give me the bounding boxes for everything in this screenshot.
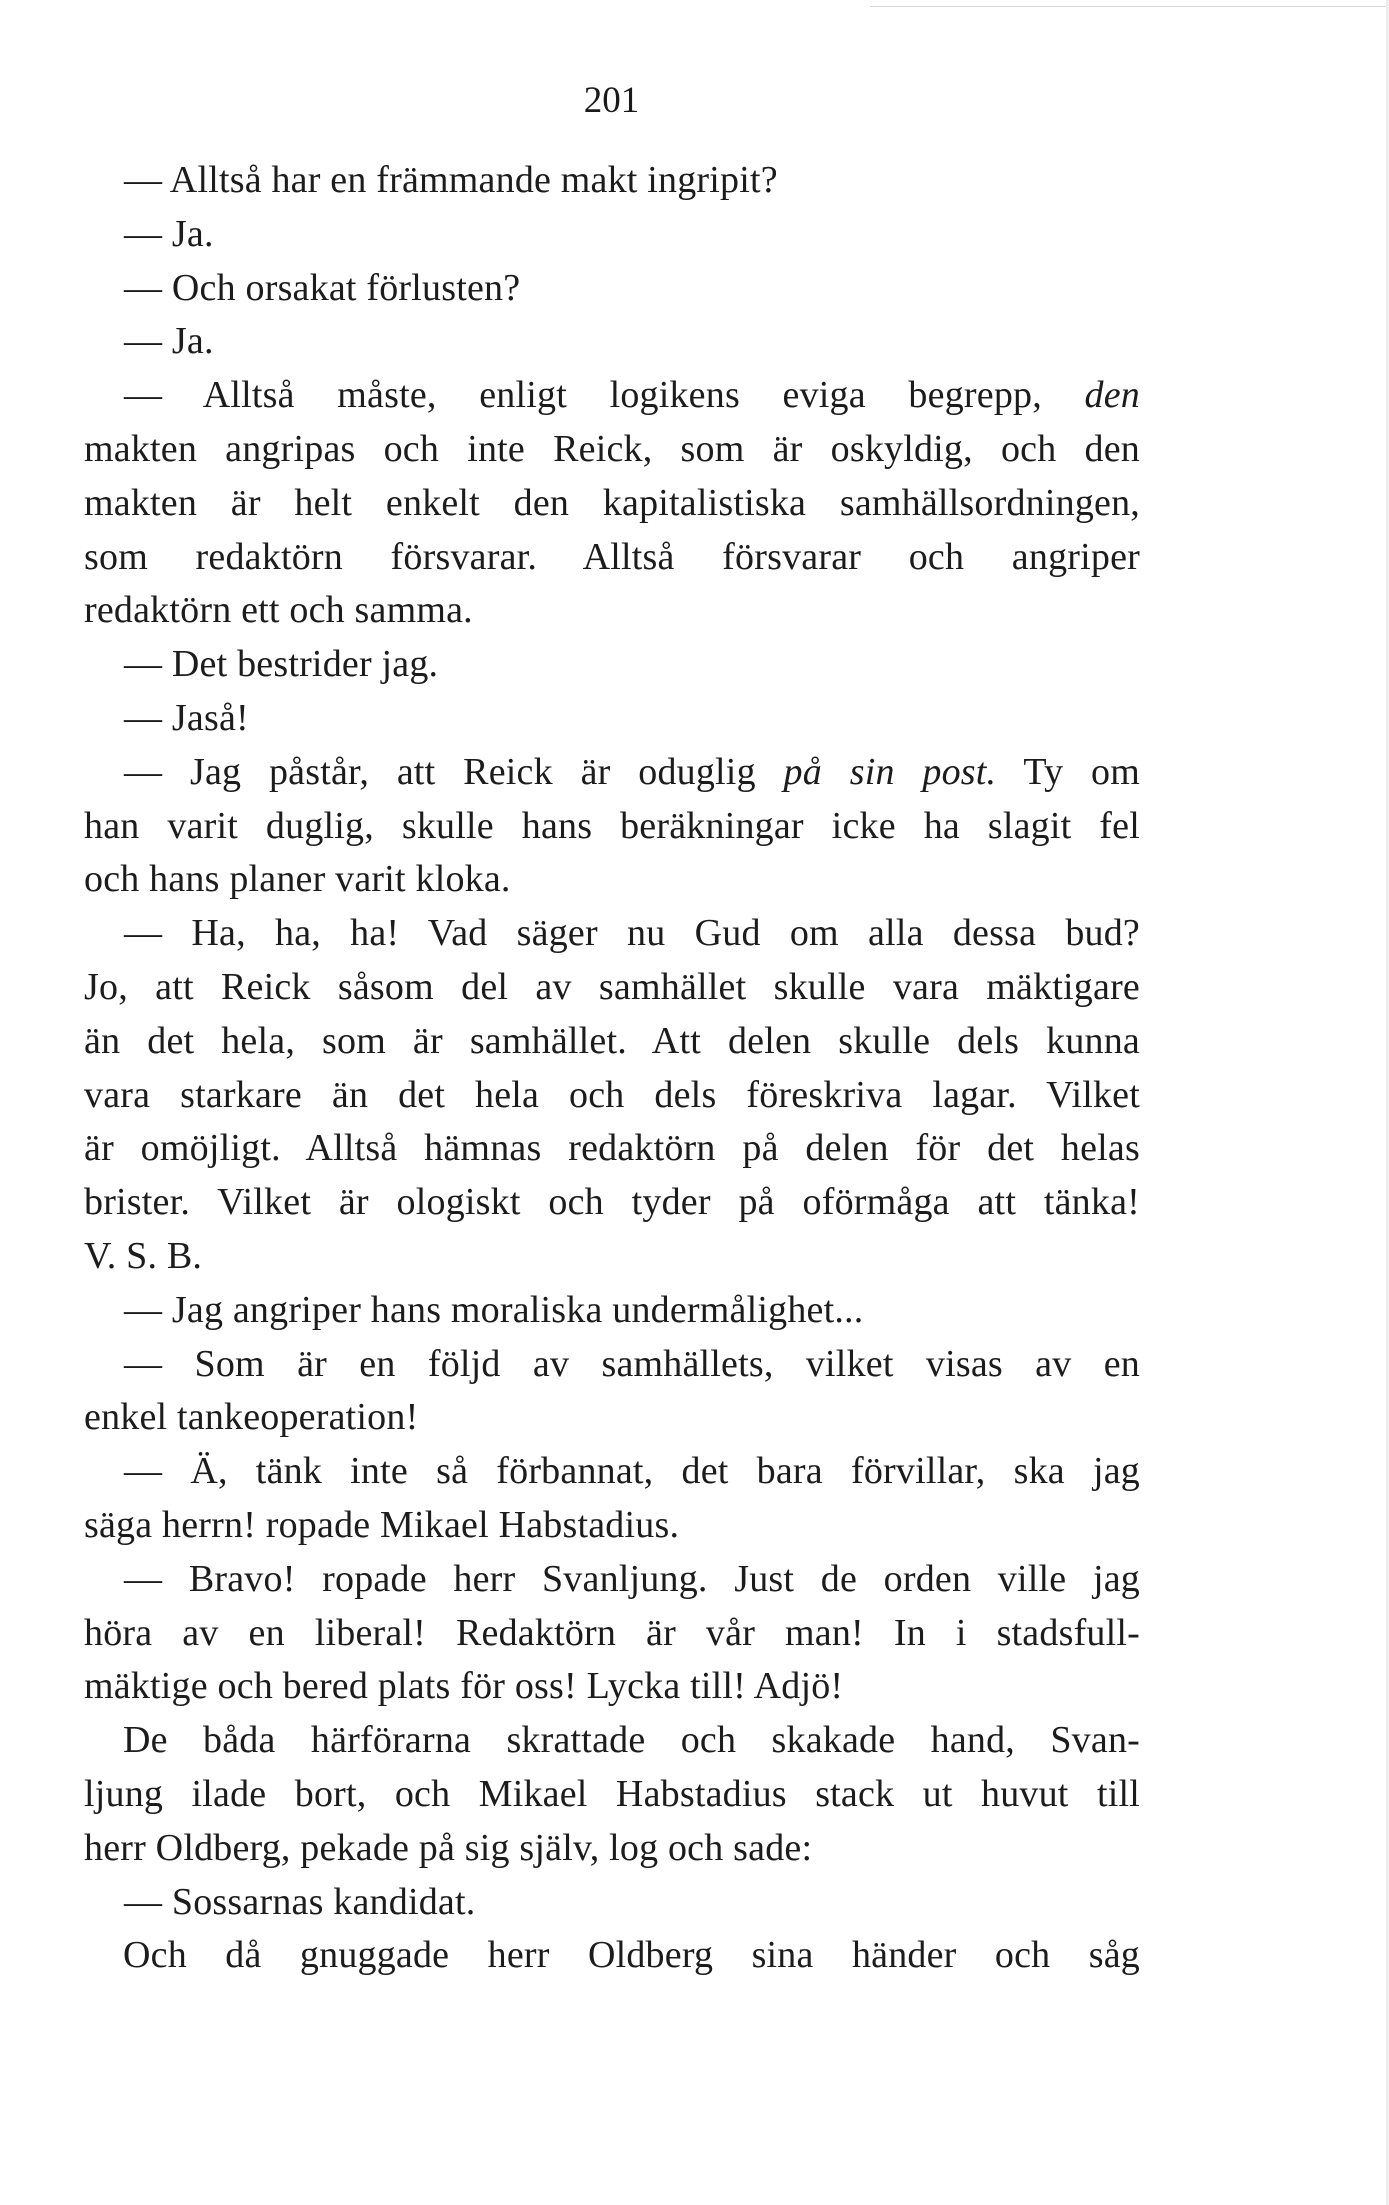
text-span: Ty om [1023, 750, 1141, 793]
emphasis: på sin post. [783, 750, 997, 793]
text-line: än det hela, som är samhället. Att delen skulle dels kunna [84, 1019, 1140, 1062]
text-line: — Det bestrider jag. [124, 643, 439, 686]
text-line: som redaktörn försvarar. Alltså försvarar och angriper [84, 535, 1140, 578]
text-line: han varit duglig, skulle hans beräkningar icke ha slagit fel [84, 804, 1140, 847]
text-line: makten är helt enkelt den kapitalistiska samhällsordningen, [84, 481, 1140, 524]
text-line: höra av en liberal! Redaktörn är vår man! In i stadsfull- [84, 1611, 1140, 1654]
text-line: De båda härförarna skrattade och skakade hand, Svan- [123, 1719, 1140, 1762]
text-line [84, 746, 1140, 800]
text-line: — Ja. [124, 212, 214, 255]
text-line: — Ja. [124, 320, 214, 363]
text-span: — Alltså måste, enligt logikens eviga begrepp, [124, 374, 1042, 417]
text-line: — Bravo! ropade herr Svanljung. Just de orden ville jag [124, 1557, 1140, 1600]
text-line: och hans planer varit kloka. [84, 858, 511, 901]
text-span: — Jag påstår, att Reick är oduglig [124, 750, 756, 793]
text-line: — Som är en följd av samhällets, vilket visas av en [124, 1342, 1140, 1385]
text-line: säga herrn! ropade Mikael Habstadius. [84, 1503, 680, 1546]
text-line: Jo, att Reick såsom del av samhället skulle vara mäktigare [84, 965, 1140, 1008]
text-line: — Och orsakat förlusten? [124, 266, 521, 309]
text-line: herr Oldberg, pekade på sig själv, log och sade: [84, 1826, 813, 1869]
text-line: är omöjligt. Alltså hämnas redaktörn på delen för det helas [84, 1127, 1140, 1170]
text-line: vara starkare än det hela och dels föreskriva lagar. Vilket [84, 1073, 1140, 1116]
text-line: makten angripas och inte Reick, som är oskyldig, och den [84, 427, 1140, 470]
text-line: — Jaså! [124, 696, 249, 739]
text-line: — Ha, ha, ha! Vad säger nu Gud om alla dessa bud? [124, 912, 1140, 955]
text-line [84, 369, 1140, 423]
scan-edge-rule [870, 6, 1389, 7]
body-text [84, 154, 1140, 1983]
text-line: — Alltså har en främmande makt ingripit? [124, 159, 778, 201]
emphasis: den [1084, 374, 1140, 417]
text-line: V. S. B. [84, 1234, 203, 1277]
page-number: 201 [583, 80, 640, 121]
text-line: — Jag angriper hans moraliska undermålighet... [124, 1288, 864, 1331]
text-line: ljung ilade bort, och Mikael Habstadius stack ut huvut till [84, 1772, 1140, 1815]
text-line: — Ä, tänk inte så förbannat, det bara förvillar, ska jag [124, 1450, 1140, 1493]
text-line: redaktörn ett och samma. [84, 589, 473, 632]
text-line: Och då gnuggade herr Oldberg sina händer och såg [123, 1934, 1140, 1977]
text-line: mäktige och bered plats för oss! Lycka till! Adjö! [84, 1665, 844, 1708]
text-line: — Sossarnas kandidat. [124, 1880, 476, 1923]
text-line: enkel tankeoperation! [84, 1396, 419, 1439]
text-line: brister. Vilket är ologiskt och tyder på oförmåga att tänka! [84, 1181, 1140, 1224]
